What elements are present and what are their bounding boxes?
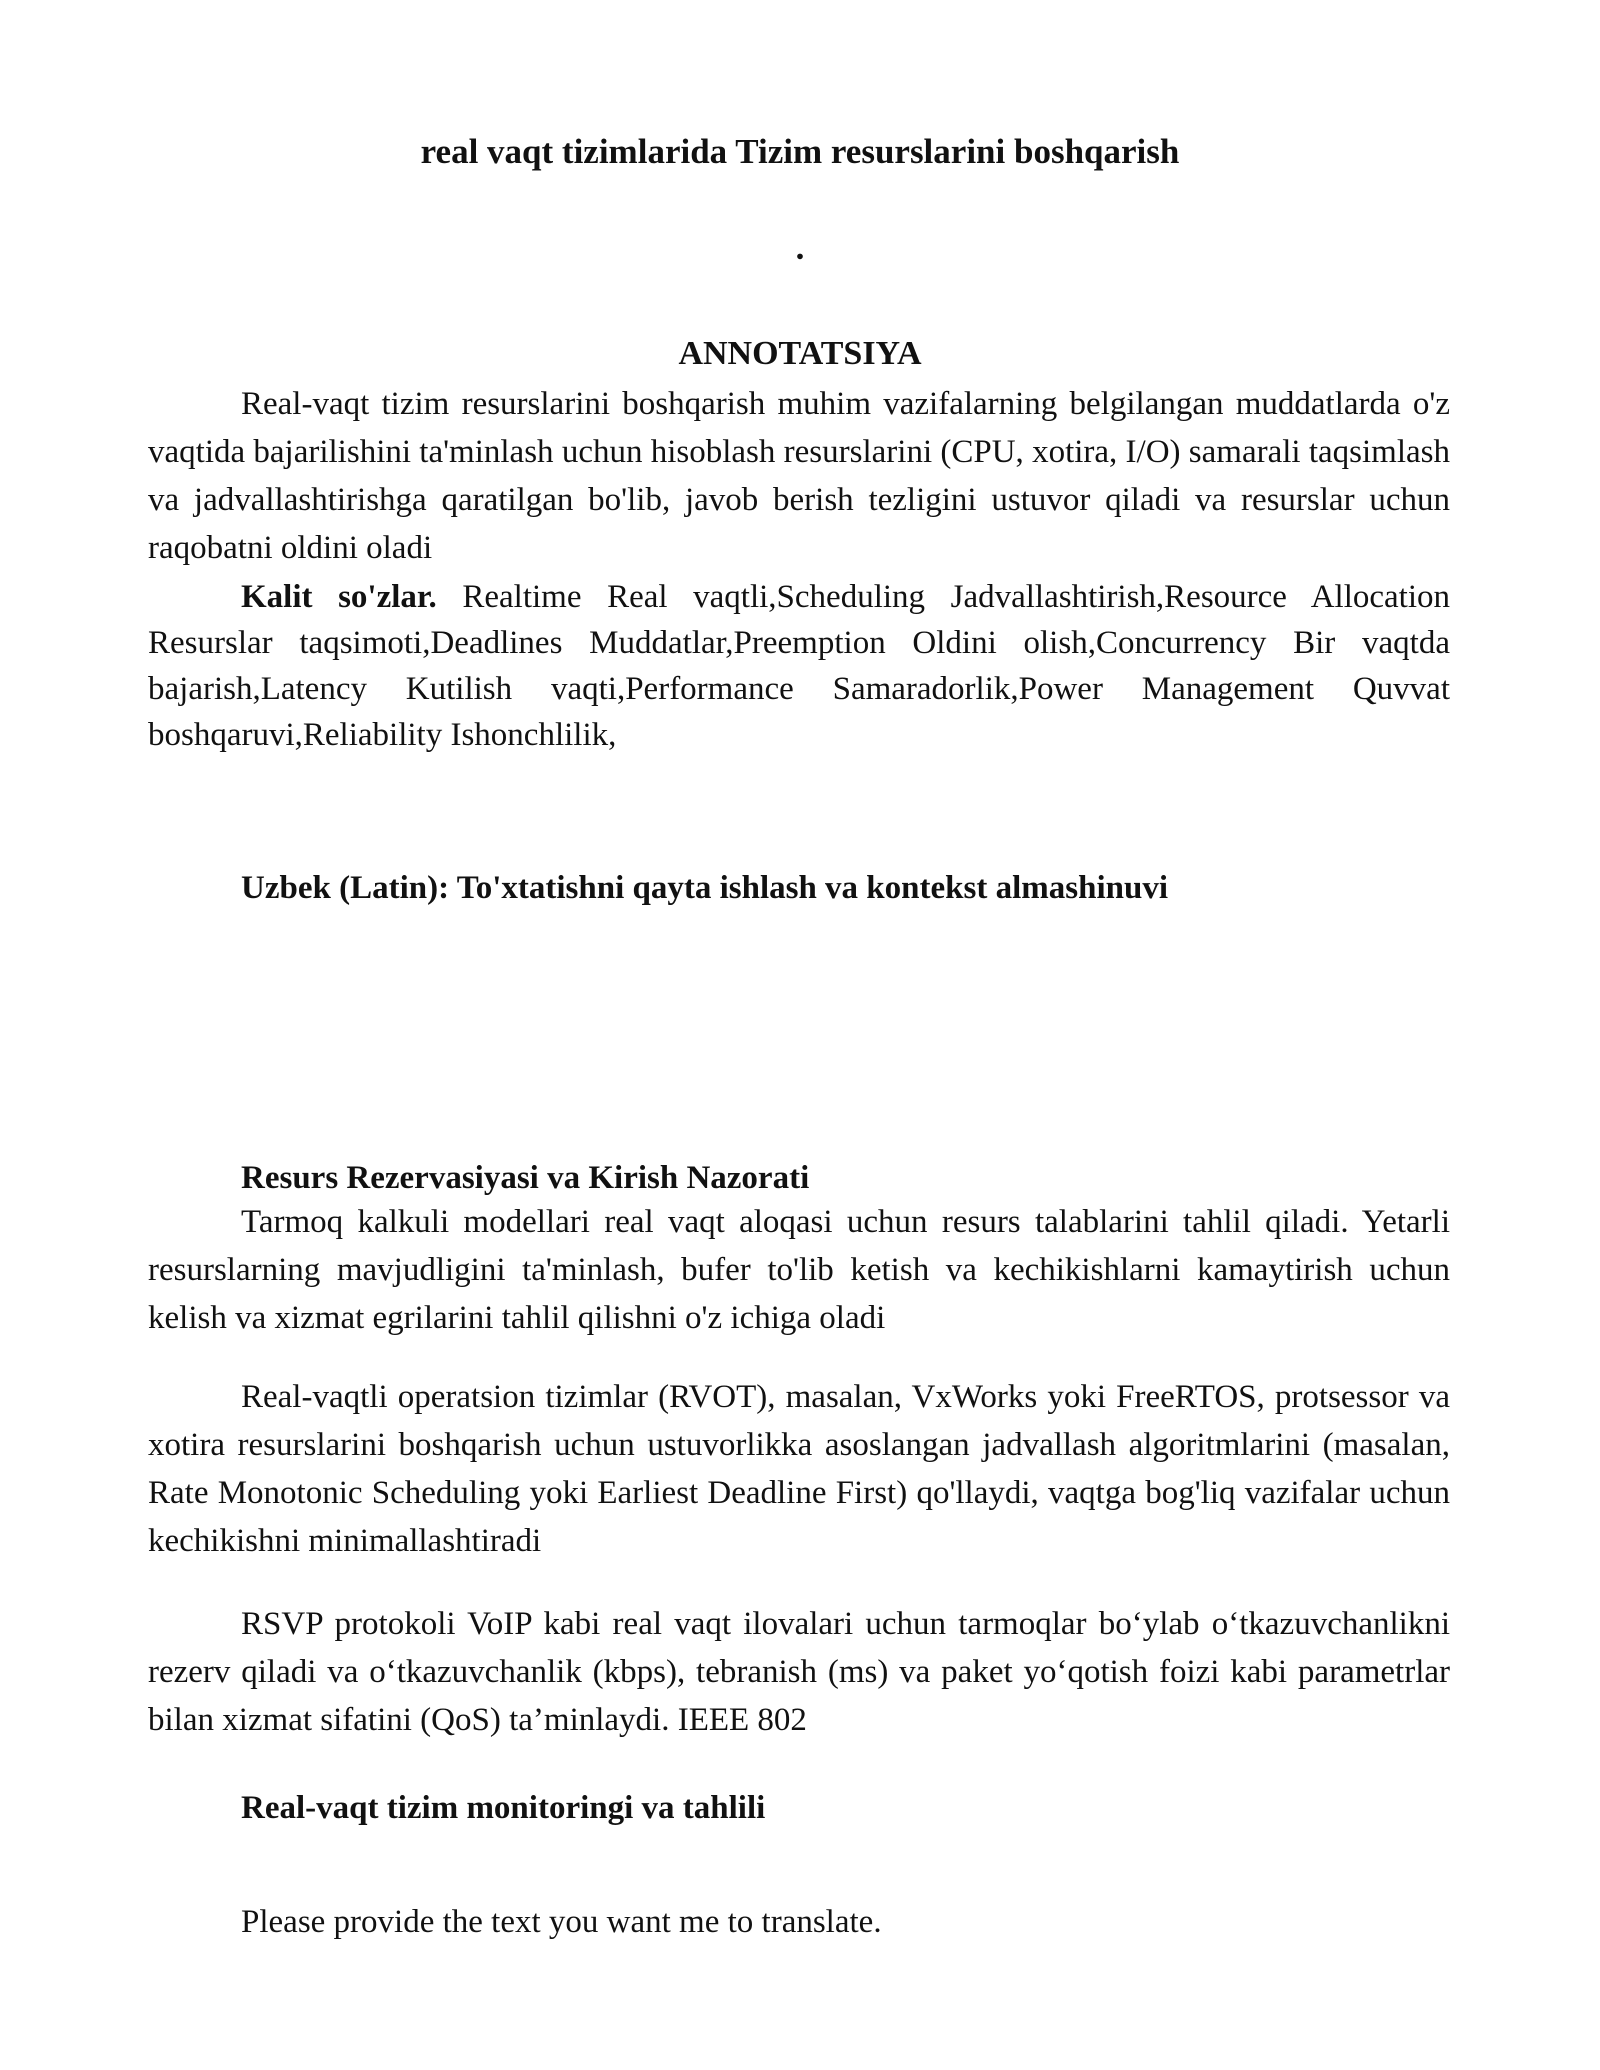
title-dot: . [795, 228, 805, 267]
keywords-label: Kalit so'zlar. [241, 579, 437, 615]
keywords-text: Realtime Real vaqtli,Scheduling Jadvallashtirish,Resource Allocation Resurslar taqsimoti,Deadlines Muddatlar,Preemption Oldini olish,Concurrency Bir vaqtda bajarish,Latency Kutilish vaqti,Performance Samaradorlik,Power Management Quvvat boshqaruvi,Reliability Ishonchlilik, [148, 579, 1451, 753]
paragraph-rsvp: RSVP protokoli VoIP kabi real vaqt ilovalari uchun tarmoqlar bo‘ylab o‘tkazuvchanlikni rezerv qiladi va o‘tkazuvchanlik (kbps), tebranish (ms) va paket yo‘qotish foizi kabi parametrlar bilan xizmat sifatini (QoS) ta’minlaydi. IEEE 802 [148, 1606, 1450, 1738]
section-heading-monitoring: Real-vaqt tizim monitoringi va tahlili [241, 1790, 766, 1826]
paragraph-network-calculus: Tarmoq kalkuli modellari real vaqt aloqasi uchun resurs talablarini tahlil qiladi. Yetarli resurslarning mavjudligini ta'minlash, bufer to'lib ketish va kechikishlarni kamaytirish uchun kelish va xizmat egrilarini tahlil qilishni o'z ichiga oladi [148, 1204, 1450, 1336]
annotation-paragraph: Real-vaqt tizim resurslarini boshqarish muhim vazifalarning belgilangan muddatlarda o'z vaqtida bajarilishini ta'minlash uchun hisoblash resurslarini (CPU, xotira, I/O) samarali taqsimlash va jadvallashtirishga qaratilgan bo'lib, javob berish tezligini ustuvor qiladi va resurslar uchun raqobatni oldini oladi [148, 386, 1450, 566]
paragraph-rtos: Real-vaqtli operatsion tizimlar (RVOT), masalan, VxWorks yoki FreeRTOS, protsessor va xotira resurslarini boshqarish uchun ustuvorlikka asoslangan jadvallash algoritmlarini (masalan, Rate Monotonic Scheduling yoki Earliest Deadline First) qo'llaydi, vaqtga bog'liq vazifalar uchun kechikishni minimallashtiradi [148, 1379, 1450, 1559]
keywords-paragraph [148, 574, 1450, 758]
monitoring-paragraph: Please provide the text you want me to translate. [241, 1904, 882, 1940]
section-heading-context-switching: Uzbek (Latin): To'xtatishni qayta ishlash va kontekst almashinuvi [241, 870, 1168, 906]
document-title: real vaqt tizimlarida Tizim resurslarini boshqarish [420, 132, 1180, 171]
section-heading-resource-reservation: Resurs Rezervasiyasi va Kirish Nazorati [241, 1160, 810, 1196]
annotation-heading: ANNOTATSIYA [678, 335, 922, 372]
